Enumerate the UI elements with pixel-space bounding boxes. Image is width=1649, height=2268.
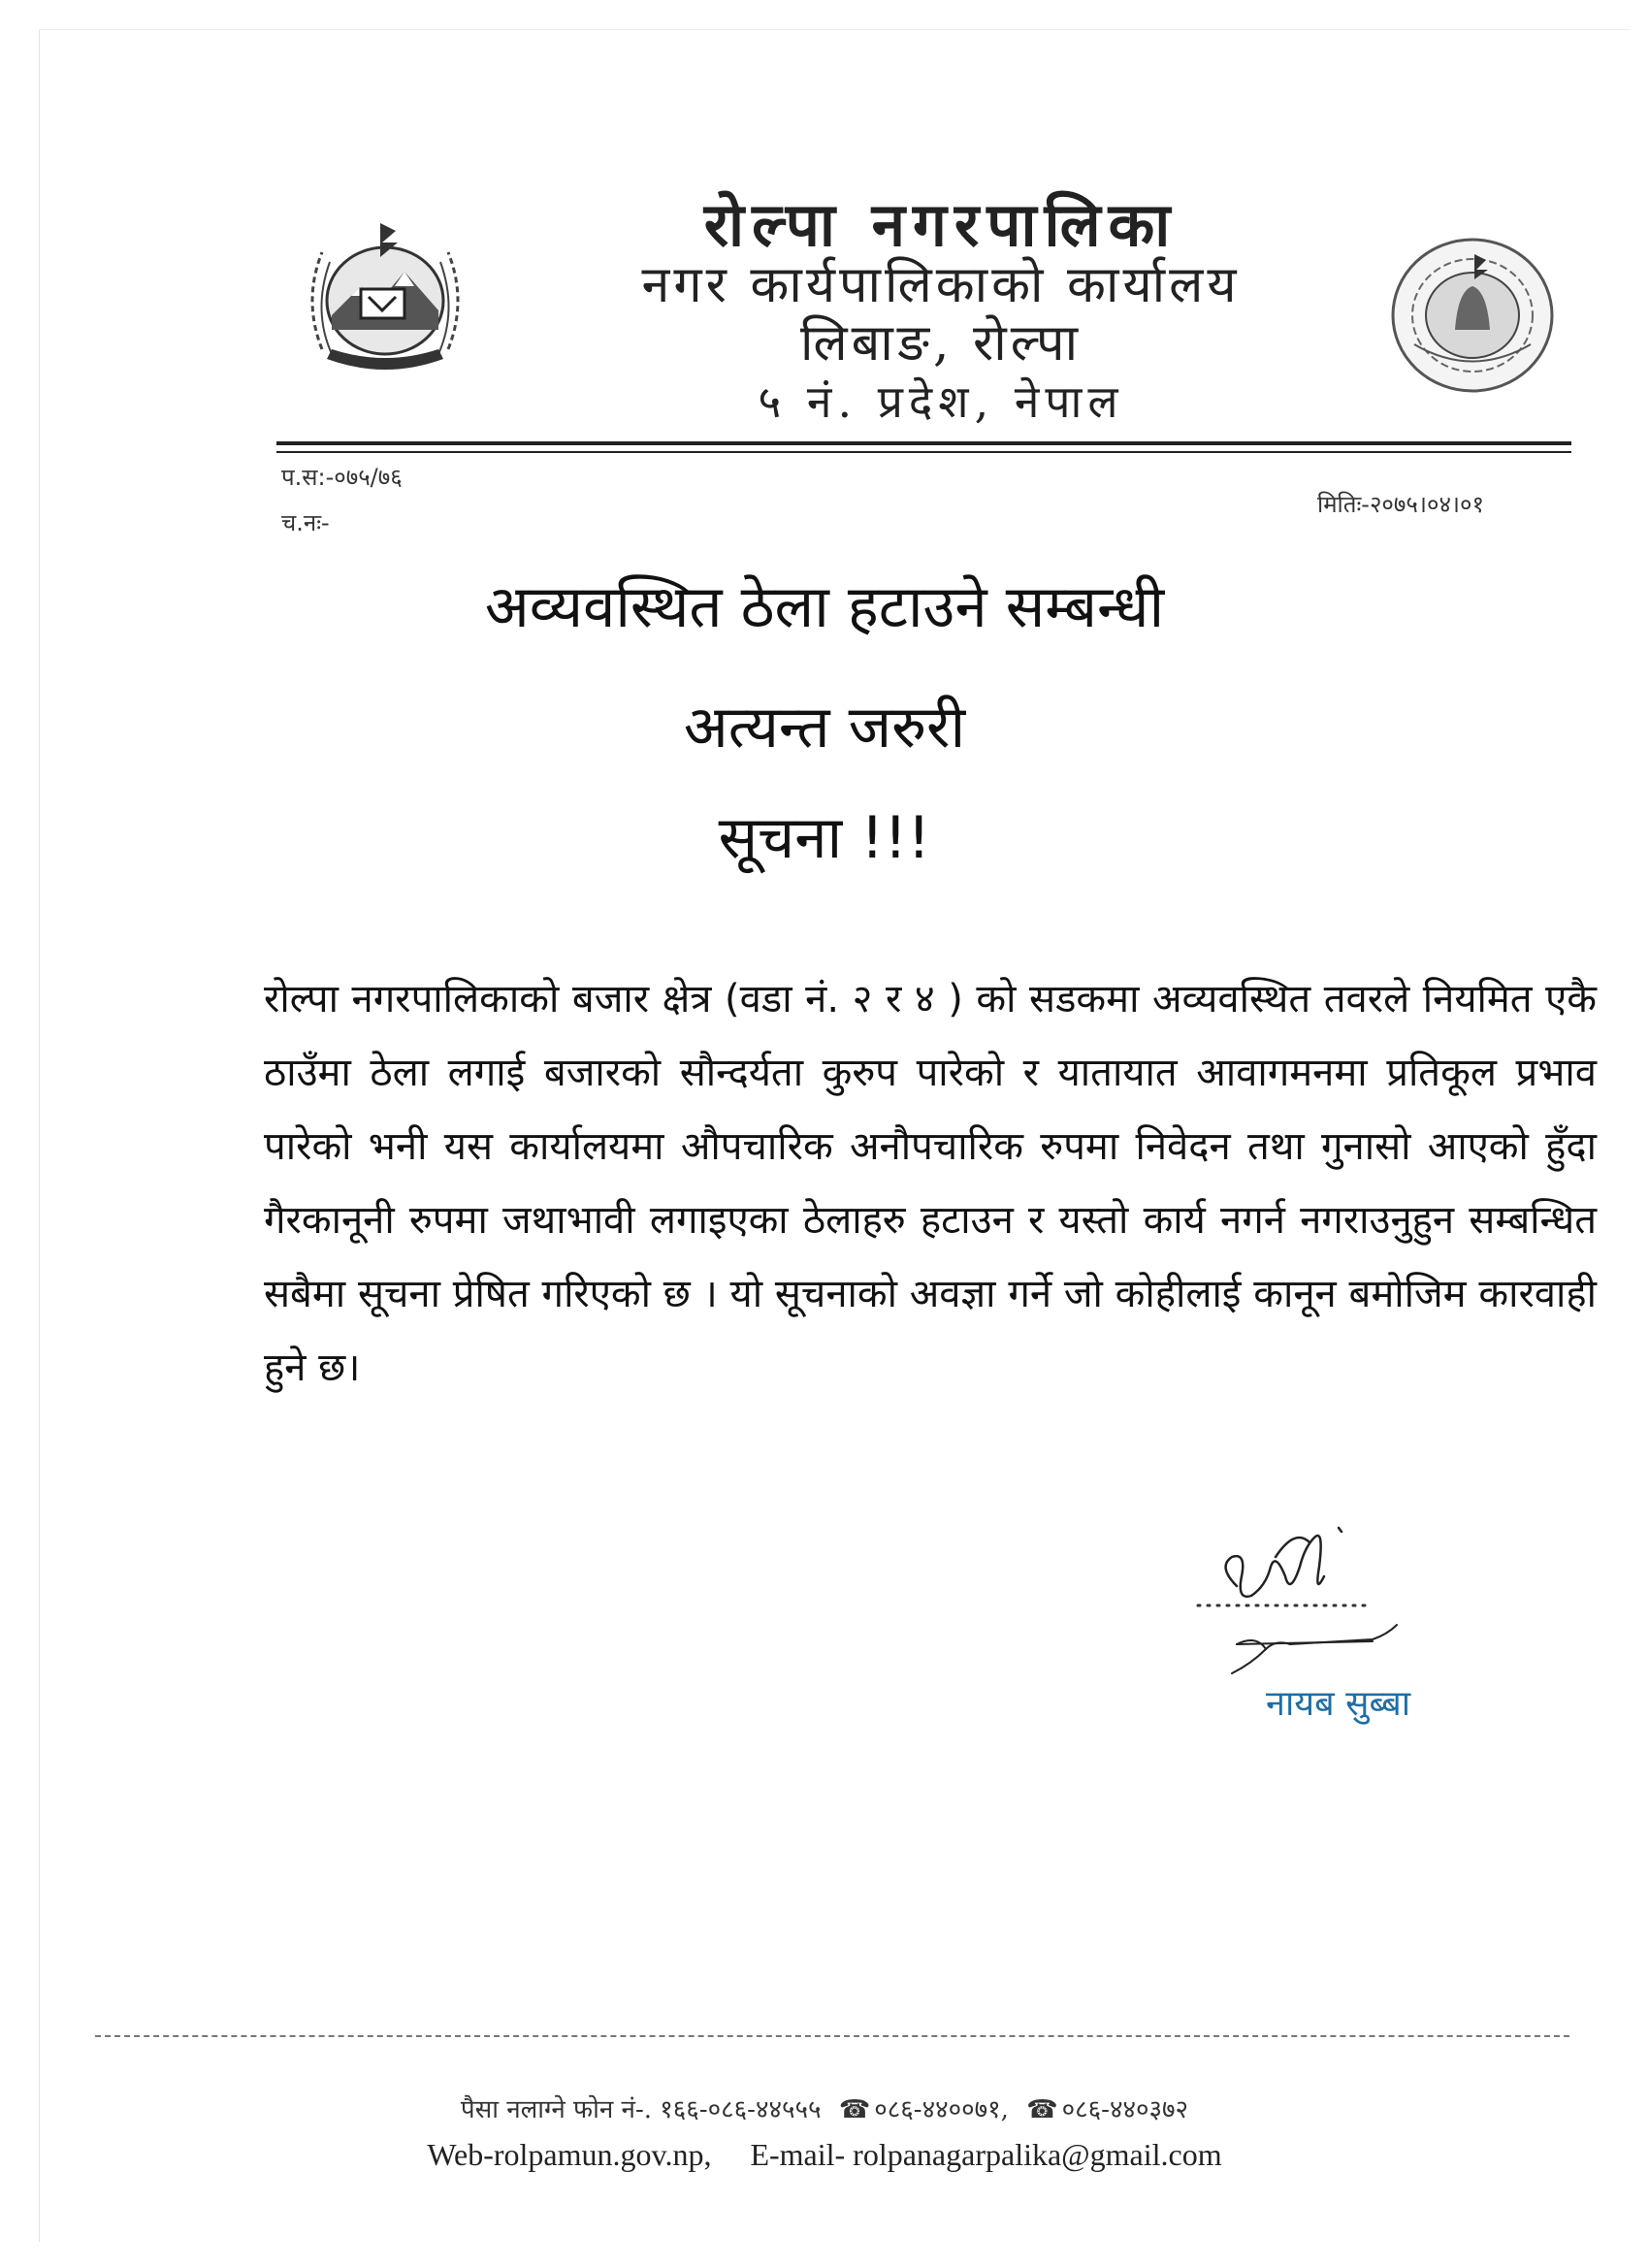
phone-icon: ☎ bbox=[838, 2095, 871, 2124]
office-name: नगर कार्यपालिकाको कार्यालय bbox=[641, 256, 1241, 314]
letter-date: मितिः-२०७५।०४।०१ bbox=[1316, 491, 1484, 518]
free-phone-number: पैसा नलाग्ने फोन नं-. १६६-०८६-४४५५५ bbox=[460, 2095, 822, 2124]
signature bbox=[1179, 1508, 1489, 1693]
phone-number-2: ०८६-४४०३७२ bbox=[1061, 2095, 1189, 2124]
email-link[interactable]: E-mail- rolpanagarpalika@gmail.com bbox=[750, 2137, 1222, 2172]
phone-number-1: ०८६-४४००७१, bbox=[874, 2095, 1009, 2124]
notice-heading: सूचना !!! bbox=[718, 804, 931, 872]
notice-body: रोल्पा नगरपालिकाको बजार क्षेत्र (वडा नं. २ र ४ ) को सडकमा अव्यवस्थित तवरले नियमित एकै ठाउँमा ठेला लगाई बजारको सौन्दर्यता कुरुप पारेको र यातायात आवागमनमा प्रतिकूल प्रभाव पारेको भनी यस कार्यालयमा औपचारिक अनौपचारिक रुपमा निवेदन तथा गुनासो आएको हुँदा गैरकानूनी रुपमा जथाभावी लगाइएका ठेलाहरु हटाउन र यस्तो कार्य नगर्न नगराउनुहुन सम्बन्धित सबैमा सूचना प्रेषित गरिएको छ । यो सूचनाको अवज्ञा गर्ने जो कोहीलाई कानून बमोजिम कारवाही हुने छ। bbox=[264, 977, 1597, 1390]
dispatch-number: च.नः- bbox=[281, 509, 330, 536]
notice-urgency: अत्यन्त जरुरी bbox=[683, 694, 966, 761]
municipality-seal-icon bbox=[1385, 233, 1560, 398]
office-location: लिबाङ, रोल्पा bbox=[799, 314, 1083, 373]
notice-subject: अव्यवस्थित ठेला हटाउने सम्बन्धी bbox=[484, 573, 1165, 641]
nepal-emblem-icon bbox=[293, 204, 477, 378]
letterhead-rule-thin bbox=[276, 451, 1571, 453]
website-link[interactable]: Web-rolpamun.gov.np, bbox=[427, 2137, 712, 2172]
phone-icon: ☎ bbox=[1026, 2095, 1058, 2124]
footer-divider bbox=[95, 2035, 1569, 2037]
municipality-name: रोल्पा नगरपालिका bbox=[703, 189, 1179, 260]
letterhead bbox=[504, 189, 1377, 431]
footer-contacts bbox=[0, 2137, 1649, 2173]
province-country: ५ नं. प्रदेश, नेपाल bbox=[758, 375, 1124, 428]
signatory-title: नायब सुब्बा bbox=[1266, 1684, 1411, 1724]
footer-phones bbox=[0, 2090, 1649, 2125]
letter-number: प.स:-०७५/७६ bbox=[281, 464, 403, 491]
letterhead-rule bbox=[276, 441, 1571, 445]
